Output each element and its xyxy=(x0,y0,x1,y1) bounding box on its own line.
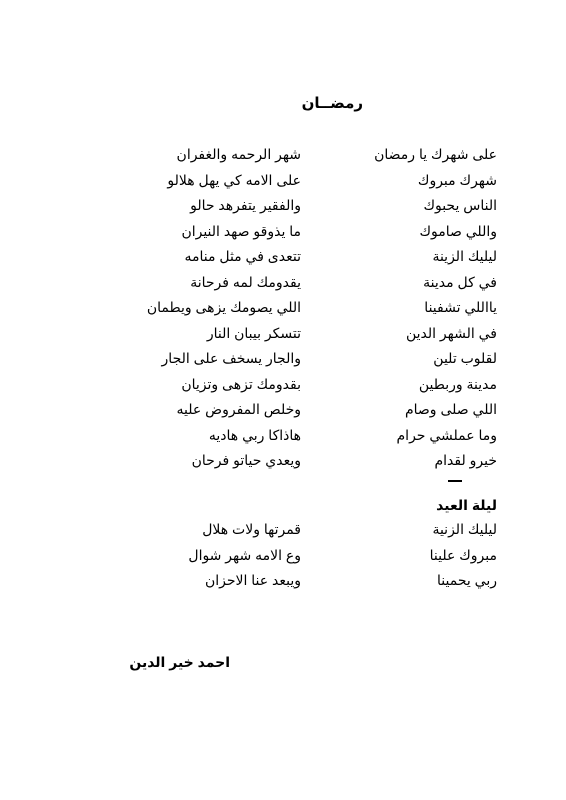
verse-second-half: ما يذوقو صهد النيران xyxy=(181,222,301,239)
verse-first-half: على شهرك يا رمضان xyxy=(374,146,497,162)
verse-second-half: وع الامه شهر شوال xyxy=(188,546,301,563)
verse-first-half: اللي صلى وصام xyxy=(404,401,497,417)
poem-title: رمضــان xyxy=(301,95,363,112)
verse-first-half: شهرك مبروك xyxy=(417,171,497,188)
poem-line xyxy=(0,146,566,172)
verse-first-half: وما عملشي حرام xyxy=(396,426,497,443)
poem-line xyxy=(0,521,566,547)
poem-line xyxy=(0,452,566,478)
verse-first-half: في الشهر الدين xyxy=(405,324,497,341)
verse-second-half: شهر الرحمه والغفران xyxy=(176,146,301,162)
verse-second-half: تتعدى في مثل منامه xyxy=(184,248,301,264)
author-name: احمد خير الدين xyxy=(129,654,230,670)
verse-second-half: بقدومك تزهى وتزيان xyxy=(181,375,301,392)
verse-second-half: تتسكر بيبان النار xyxy=(206,324,301,341)
verse-first-half: يااللي تشفينا xyxy=(424,299,497,315)
section-subtitle: ليلة العيد xyxy=(436,497,497,513)
verse-first-half: ليليك الزينة xyxy=(432,248,497,264)
verse-second-half: والجار يسخف على الجار xyxy=(161,350,301,366)
poem-line xyxy=(0,197,566,223)
poem-line xyxy=(0,299,566,325)
poem-line xyxy=(0,427,566,453)
verse-first-half: ربي يحمينا xyxy=(437,572,497,588)
stanza-eid xyxy=(0,521,566,598)
poem-line xyxy=(0,572,566,598)
verse-second-half: قمرتها ولات هلال xyxy=(202,521,301,537)
verse-second-half: على الامه كي يهل هلالو xyxy=(167,171,301,188)
verse-second-half: اللي يصومك يزهى ويطمان xyxy=(146,299,301,315)
verse-second-half: يقدومك لمه فرحانة xyxy=(190,273,301,290)
verse-first-half: الناس يحبوك xyxy=(423,197,497,213)
poem-line xyxy=(0,223,566,249)
poem-line xyxy=(0,376,566,402)
verse-first-half: واللي صاموك xyxy=(419,222,497,239)
verse-second-half: ويعدي حياتو فرحان xyxy=(191,452,301,468)
poem-line xyxy=(0,325,566,351)
verse-first-half: مدينة وربطين xyxy=(418,375,497,392)
verse-second-half: وخلص المفروض عليه xyxy=(176,401,301,417)
verse-first-half: خيرو لقدام xyxy=(434,452,497,468)
verse-first-half: مبروك علينا xyxy=(429,546,497,563)
verse-first-half: ليليك الزنية xyxy=(432,521,497,537)
poem-line xyxy=(0,401,566,427)
verse-first-half: في كل مدينة xyxy=(423,273,497,290)
stanza-main xyxy=(0,146,566,478)
verse-second-half: ويبعد عنا الاحزان xyxy=(204,572,301,588)
section-divider xyxy=(448,480,462,482)
poem-line xyxy=(0,547,566,573)
poem-line xyxy=(0,350,566,376)
poem-line xyxy=(0,248,566,274)
poem-line xyxy=(0,172,566,198)
verse-second-half: هاذاكا ربي هاديه xyxy=(208,426,301,443)
poem-line xyxy=(0,274,566,300)
verse-second-half: والفقير يتفرهد حالو xyxy=(190,197,301,213)
verse-first-half: لقلوب تلين xyxy=(433,350,497,366)
